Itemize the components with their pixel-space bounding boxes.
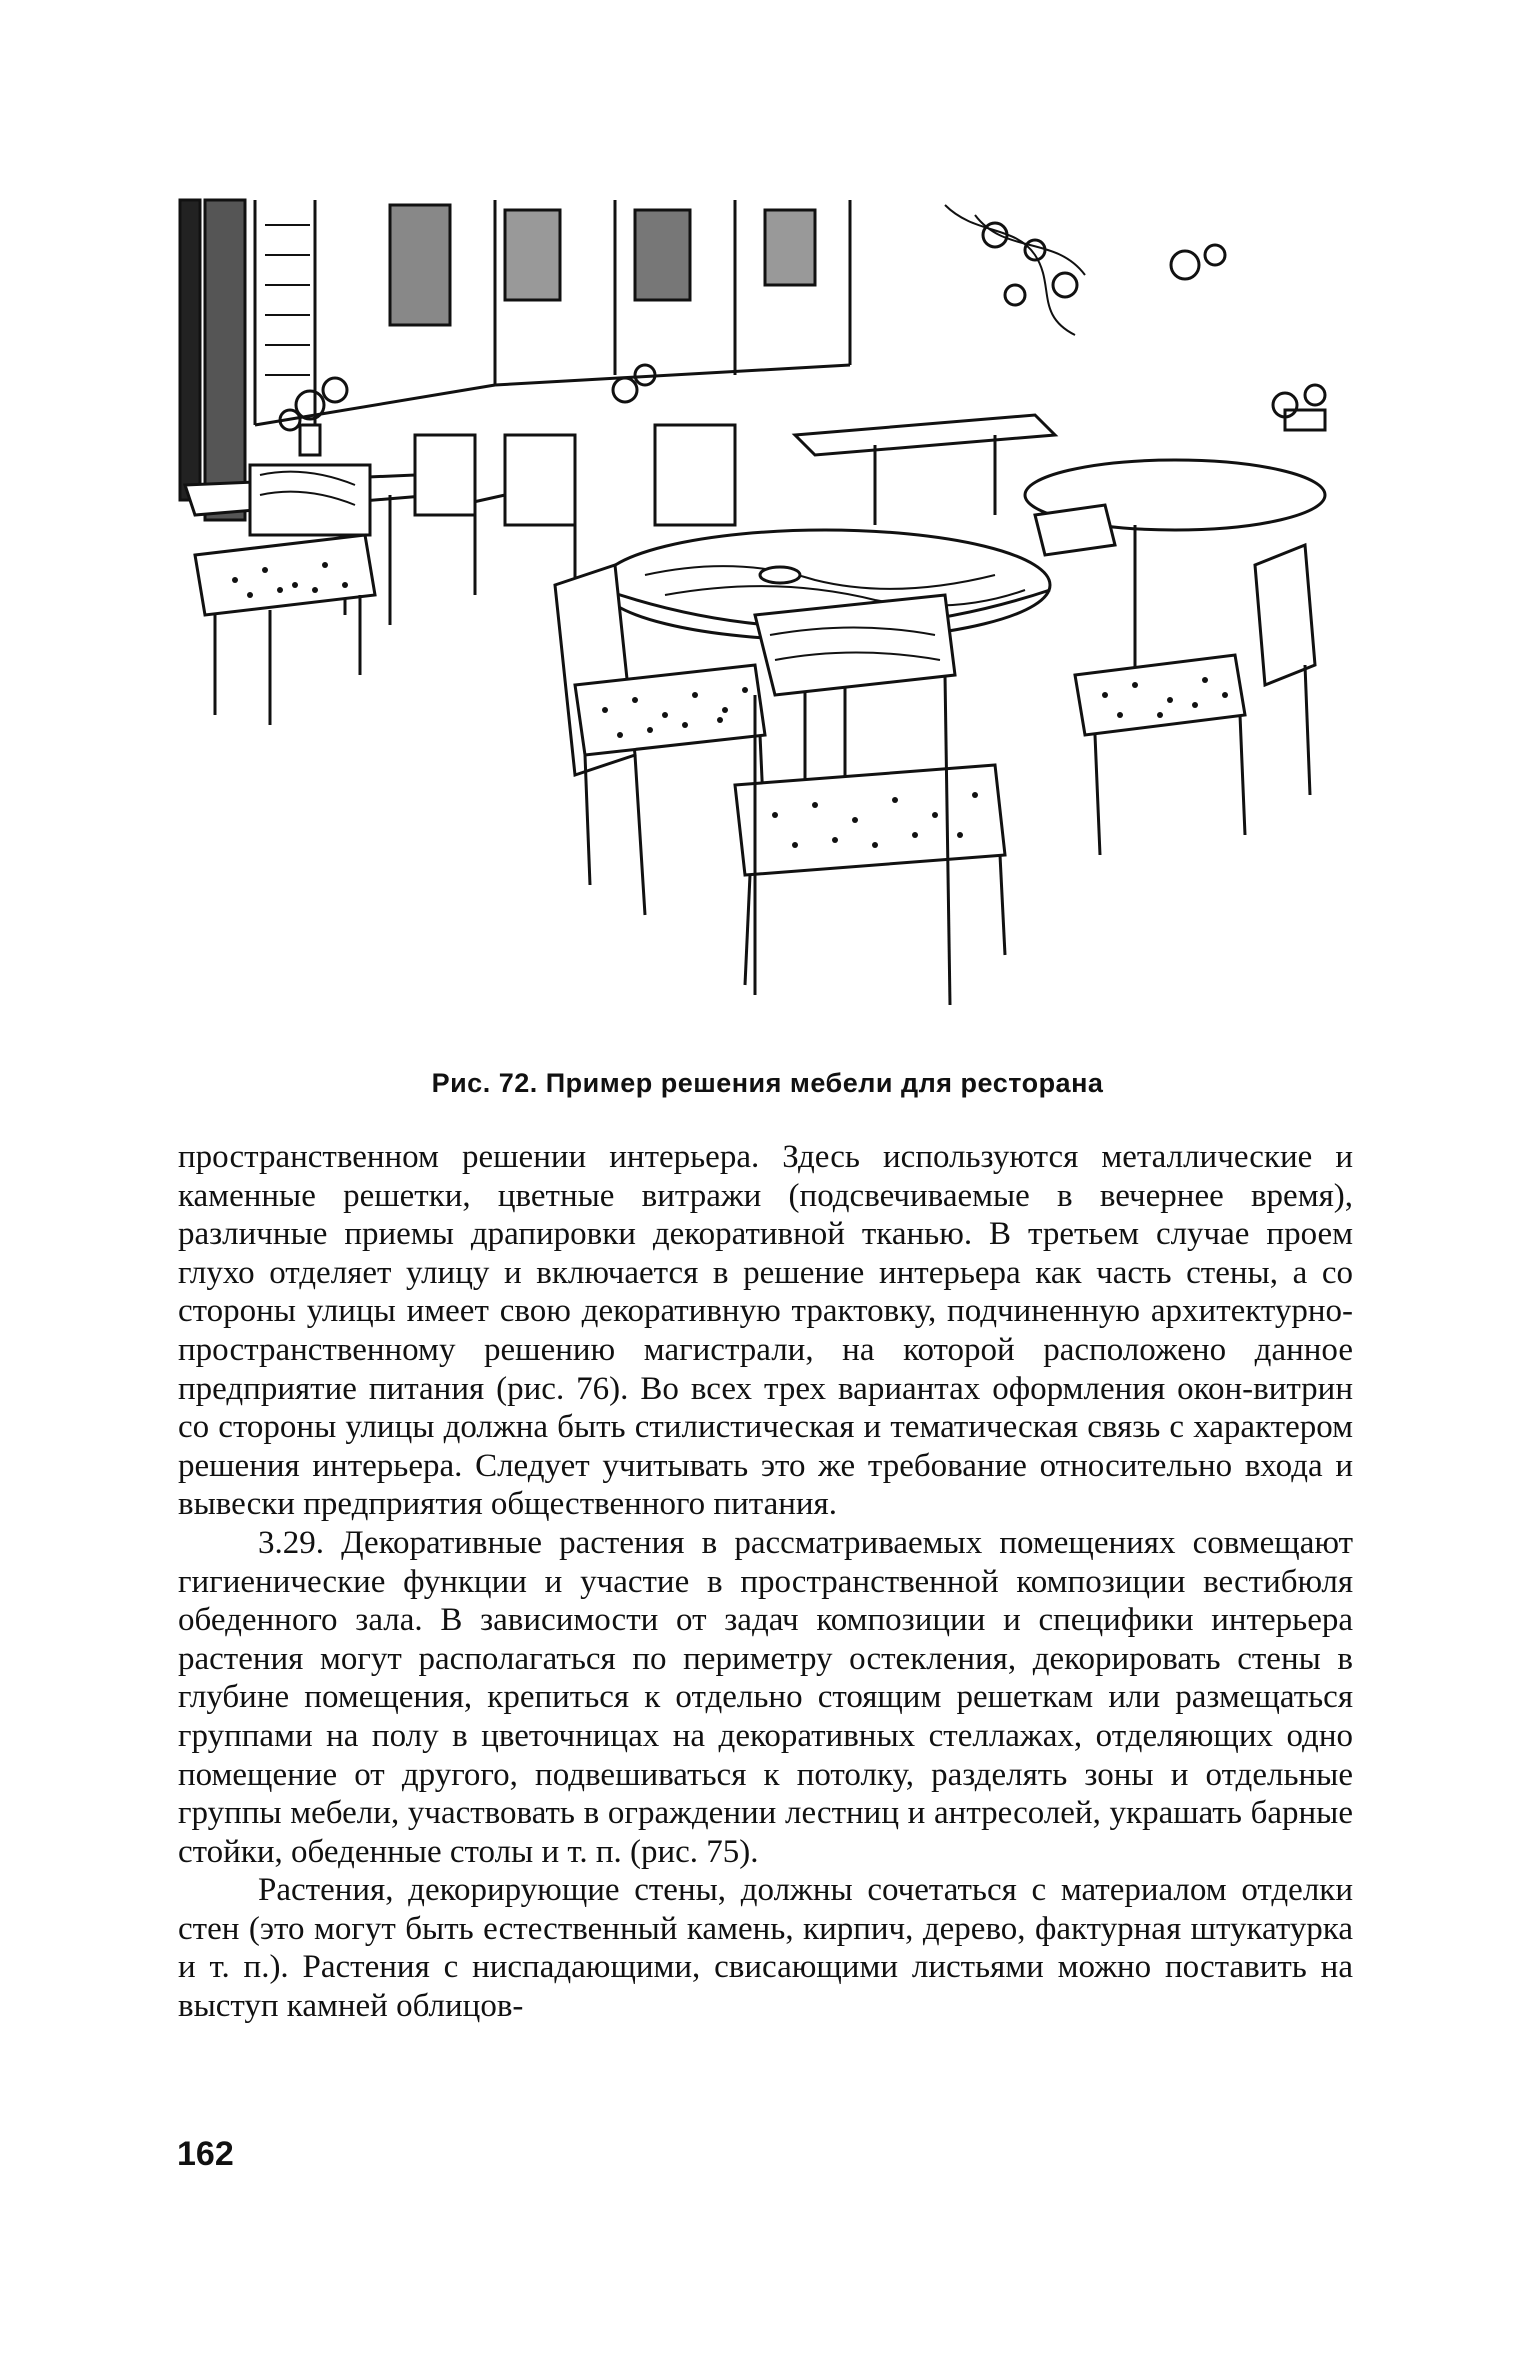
page-number: 162 [177,2135,234,2173]
body-text [178,1138,1353,2026]
figure-caption: Рис. 72. Пример решения мебели для ресторана [431,1068,1104,1098]
paragraph: пространственном решении интерьера. Здесь используются металлические и каменные решетки, цветные витражи (подсвечиваемые в вечернее время), различные приемы драпировки декоративной тканью. В третьем случае проем глухо отделяет улицу и включается в решение интерьера как часть стены, а со стороны улицы имеет свою декоративную трактовку, подчиненную архитектурно-пространственному решению магистрали, на которой расположено данное предприятие питания (рис. 76). Во всех трех вариантах оформления окон-витрин со стороны улицы должна быть стилистическая и тематическая связь с характером решения интерьера. Следует учитывать это же требование относительно входа и вывески предприятия общественного питания. [178,1139,1353,1523]
paragraph: 3.29. Декоративные растения в рассматриваемых помещениях совмещают гигиенические функции и участие в пространственной композиции вестибюля обеденного зала. В зависимости от задач композиции и специфики интерьера растения могут располагаться по периметру остекления, декорировать стены в глубине помещения, крепиться к отдельно стоящим решеткам или размещаться группами на полу в цветочницах на декоративных стеллажах, отделяющих одно помещение от другого, подвешиваться к потолку, разделять зоны и отдельные группы мебели, участвовать в ограждении лестниц и антресолей, украшать барные стойки, обеденные столы и т. п. (рис. 75). [178,1524,1353,1870]
restaurant-furniture-figure [175,195,1355,1015]
restaurant-furniture-illustration [175,195,1355,1015]
paragraph: Растения, декорирующие стены, должны сочетаться с материалом отделки стен (это могут быть естественный камень, кирпич, дерево, фактурная штукатурка и т. п.). Растения с ниспадающими, свисающими листьями можно поставить на выступ камней облицов- [178,1872,1353,2025]
